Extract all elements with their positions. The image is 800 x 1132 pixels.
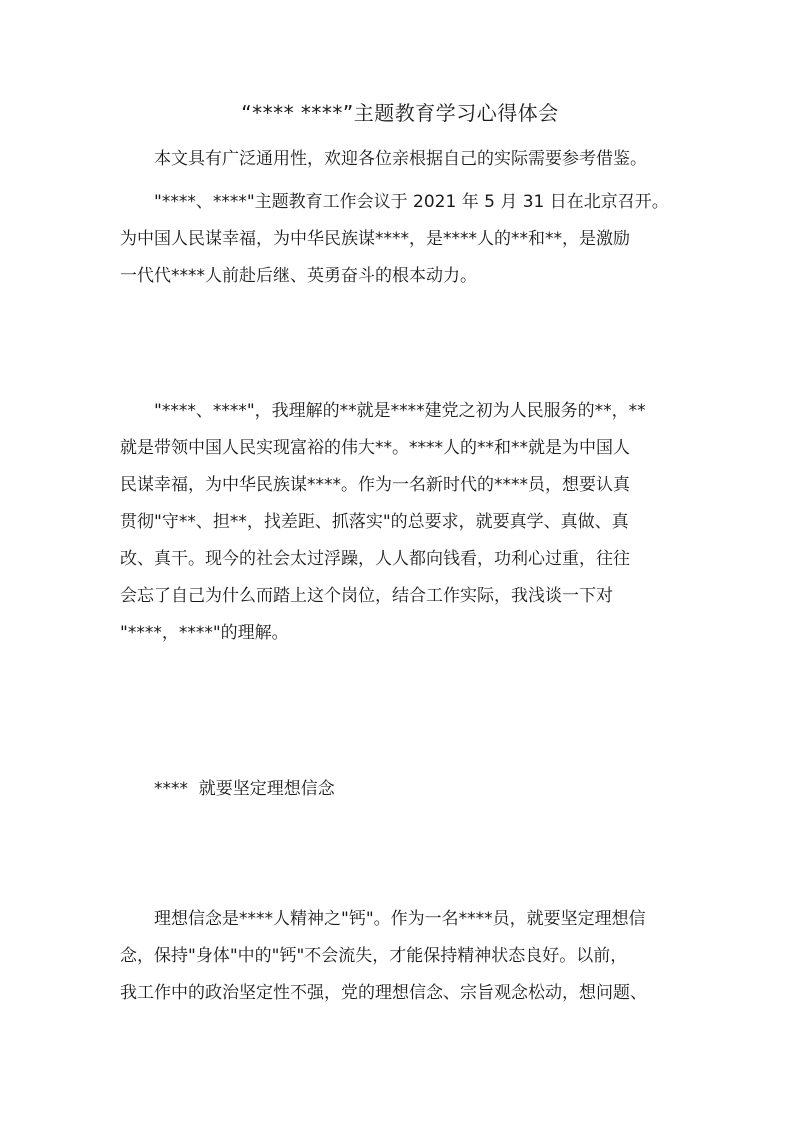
section-heading-text: **** 就要坚定理想信念	[154, 779, 335, 799]
paragraph-line: "****、****"，我理解的**就是****建党之初为人民服务的**，**	[154, 401, 646, 421]
intro-paragraph	[120, 141, 686, 178]
paragraph-line: 改、真干。现今的社会太过浮躁，人人都向钱看，功利心过重，往往	[120, 549, 630, 569]
paragraph-1	[120, 184, 686, 295]
intro-line: 本文具有广泛通用性，欢迎各位亲根据自己的实际需要参考借鉴。	[154, 149, 647, 169]
paragraph-2	[120, 393, 686, 652]
paragraph-line: 民谋幸福，为中华民族谋****。作为一名新时代的****员，想要认真	[120, 475, 630, 495]
paragraph-line: 为中国人民谋幸福，为中华民族谋****，是****人的**和**，是激励	[120, 229, 630, 249]
document-title: “**** ****”主题教育学习心得体会	[241, 101, 559, 125]
paragraph-line: "****，****"的理解。	[120, 623, 289, 643]
paragraph-line: 贯彻"守**、担**，找差距、抓落实"的总要求，就要真学、真做、真	[120, 512, 629, 532]
paragraph-line: 就是带领中国人民实现富裕的伟大**。****人的**和**就是为中国人	[120, 438, 630, 458]
paragraph-line: 念，保持"身体"中的"钙"不会流失，才能保持精神状态良好。以前，	[120, 946, 628, 966]
paragraph-line: 我工作中的政治坚定性不强，党的理想信念、宗旨观念松动，想问题、	[120, 983, 647, 1003]
paragraph-line: 一代代****人前赴后继、英勇奋斗的根本动力。	[120, 266, 477, 286]
paragraph-line: "****、****"主题教育工作会议于 2021 年 5 月 31 日在北京召开。	[154, 192, 669, 212]
section-heading	[120, 771, 686, 808]
paragraph-line: 会忘了自己为什么而踏上这个岗位，结合工作实际，我浅谈一下对	[120, 586, 613, 606]
paragraph-3	[120, 901, 686, 1012]
paragraph-line: 理想信念是****人精神之"钙"。作为一名****员，就要坚定理想信	[154, 909, 646, 929]
